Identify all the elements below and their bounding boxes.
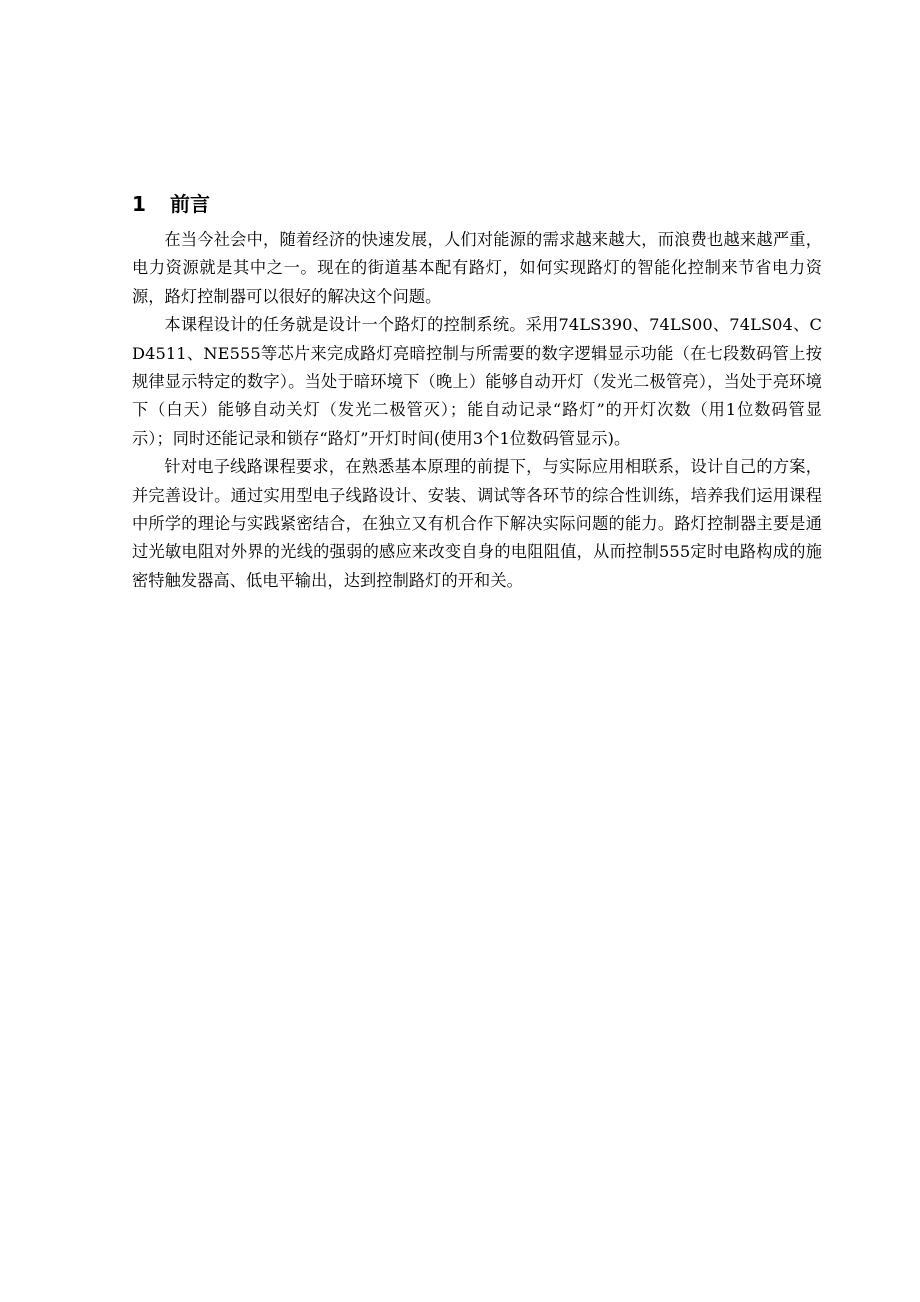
document-page [132,190,822,595]
paragraph-intro: 在当今社会中，随着经济的快速发展，人们对能源的需求越来越大，而浪费也越来越严重，电力资源就是其中之一。现在的街道基本配有路灯，如何实现路灯的智能化控制来节省电力资源，路灯控制器可以很好的解决这个问题。 [132,230,822,306]
paragraph-requirements: 针对电子线路课程要求，在熟悉基本原理的前提下，与实际应用相联系，设计自己的方案，并完善设计。通过实用型电子线路设计、安装、调试等各环节的综合性训练，培养我们运用课程中所学的理论与实践紧密结合，在独立又有机合作下解决实际问题的能力。路灯控制器主要是通过光敏电阻对外界的光线的强弱的感应来改变自身的电阻阻值，从而控制555定时电路构成的施密特触发器高、低电平输出，达到控制路灯的开和关。 [132,457,822,590]
paragraph-task: 本课程设计的任务就是设计一个路灯的控制系统。采用74LS390、74LS00、74LS04、CD4511、NE555等芯片来完成路灯亮暗控制与所需要的数字逻辑显示功能（在七段数码管上按规律显示特定的数字）。当处于暗环境下（晚上）能够自动开灯（发光二极管亮），当处于亮环境下（白天）能够自动关灯（发光二极管灭）；能自动记录“路灯”的开灯次数（用1位数码管显示）；同时还能记录和锁存“路灯”开灯时间(使用3个1位数码管显示)。 [132,315,822,448]
section-title: 前言 [170,192,210,216]
section-number: 1 [132,192,146,216]
section-heading [132,190,822,218]
